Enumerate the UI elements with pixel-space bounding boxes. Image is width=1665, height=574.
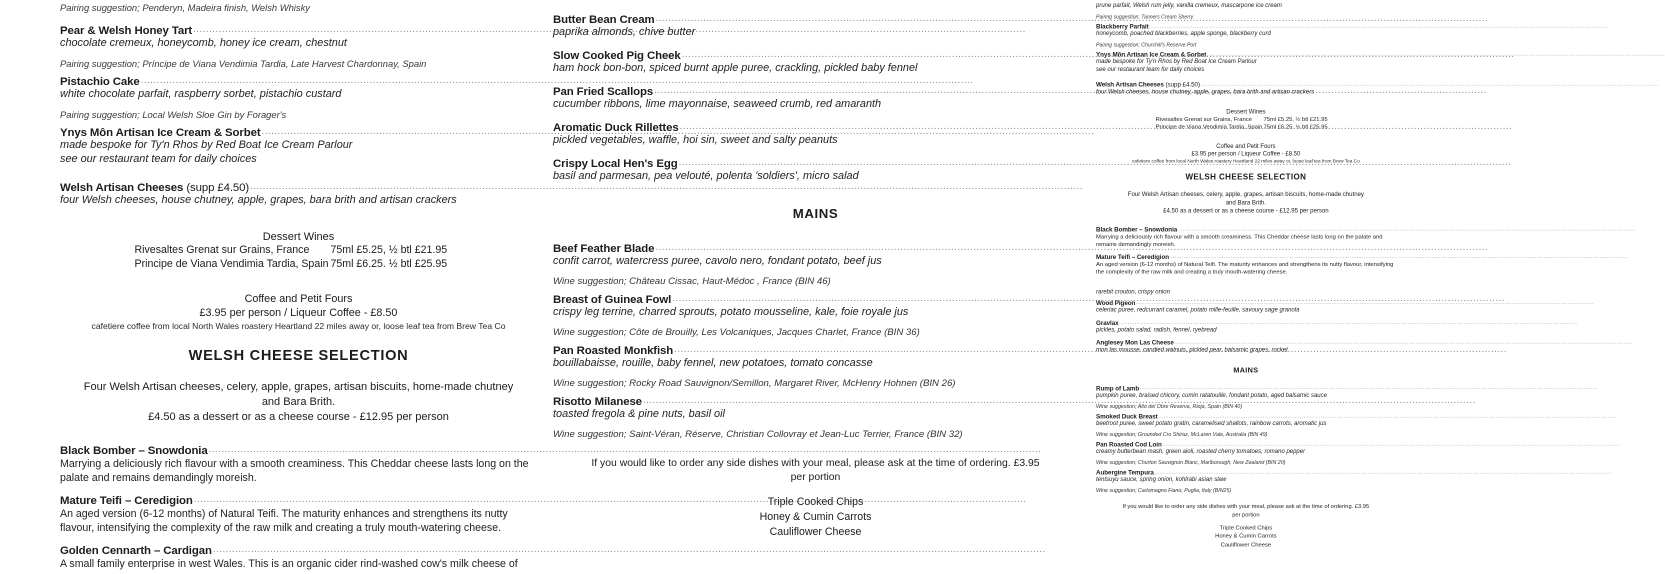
wine-row bbox=[1096, 116, 1396, 124]
menu-item bbox=[1096, 300, 1396, 314]
menu-item bbox=[1096, 320, 1396, 334]
side-item: Honey & Cumin Carrots bbox=[1215, 533, 1277, 540]
dish-description: creamy butterbean mash, green aioli, roasted cherry tomatoes, romano pepper bbox=[1096, 448, 1306, 455]
cheese-item bbox=[60, 495, 537, 535]
supplement-price: (supp £4.50) bbox=[1163, 81, 1200, 89]
dish-description: made bespoke for Ty'n Rhos by Red Boat Ice Cream Parlour bbox=[1096, 58, 1257, 65]
side-item: Honey & Cumin Carrots bbox=[759, 511, 872, 524]
dotted-leader bbox=[213, 544, 1046, 555]
dish-description: mon las mousse, candied walnuts, pickled pear, balsamic grapes, rocket bbox=[1096, 346, 1288, 353]
cheese-description: Marrying a deliciously rich flavour with a smooth creaminess. This Cheddar cheese lasts long on the palate and remains demandingly moreish. bbox=[60, 457, 529, 485]
dish-description: white chocolate parfait, raspberry sorbet, pistachio custard bbox=[60, 87, 342, 100]
dessert-wines-list bbox=[1096, 116, 1396, 131]
dish-name: Butter Bean Cream bbox=[553, 14, 655, 26]
wine-price: 75ml £5.25, ½ btl £21.95 bbox=[1263, 115, 1328, 123]
dish-title-row bbox=[553, 243, 1078, 255]
dish-title-row bbox=[60, 445, 537, 457]
mini-page-wrapper bbox=[1096, 2, 1396, 548]
mini-menu-page bbox=[1096, 2, 1396, 549]
wine-row bbox=[60, 244, 537, 258]
dish-description: cucumber ribbons, lime mayonnaise, seaweed crumb, red amaranth bbox=[553, 97, 882, 110]
sides-note bbox=[1096, 503, 1396, 519]
dish-title-row bbox=[1096, 413, 1396, 420]
dish-description: beetroot puree, sweet potato gratin, caramelised shallots, rainbow carrots, aromatic jus bbox=[1096, 420, 1327, 427]
dish-title-row bbox=[553, 345, 1078, 357]
sides-note bbox=[553, 457, 1078, 487]
menu-item bbox=[60, 182, 537, 208]
dotted-leader bbox=[1162, 441, 1620, 447]
cheese-name: Mature Teifi – Ceredigion bbox=[1096, 253, 1170, 261]
cheese-selection-blurb bbox=[1096, 191, 1396, 216]
sides-note-line2: per portion bbox=[1232, 511, 1260, 518]
dish-name: Rump of Lamb bbox=[1096, 385, 1140, 393]
dish-title-row bbox=[60, 495, 537, 507]
welsh-cheese-selection-heading: WELSH CHEESE SELECTION bbox=[188, 348, 409, 365]
dish-title-row bbox=[1096, 320, 1396, 327]
sides-note-line1: If you would like to order any side dishes with your meal, please ask at the time of ordering. £3.95 bbox=[1122, 503, 1370, 510]
dotted-leader bbox=[1149, 23, 1607, 29]
cheese-blurb-line3: £4.50 as a dessert or as a cheese course - £12.95 per person bbox=[1163, 207, 1329, 215]
cheese-description: An aged version (6-12 months) of Natural Teifi. The maturity enhances and strengthens its nutty flavour, intensifying the complexity of the raw milk and creating a truly mouth-watering cheese. bbox=[1096, 261, 1394, 276]
menu-item bbox=[1096, 469, 1396, 483]
cheese-blurb-line1: Four Welsh Artisan cheeses, celery, apple, grapes, artisan biscuits, home-made chutney bbox=[83, 381, 514, 394]
sides-list bbox=[553, 495, 1078, 540]
wine-suggestion: Wine suggestion; Alto del Obre Reserva, Rioja, Spain (BIN 40) bbox=[1096, 403, 1243, 410]
dish-description: rarebit crouton, crispy onion bbox=[1096, 288, 1170, 296]
dish-title-row bbox=[60, 127, 537, 139]
menu-item bbox=[1096, 23, 1396, 37]
menu-item bbox=[553, 86, 1078, 112]
dish-description: paprika almonds, chive butter bbox=[553, 26, 696, 38]
menu-item bbox=[1096, 51, 1396, 73]
menu-item bbox=[553, 294, 1078, 320]
dish-name: Crispy Local Hen's Egg bbox=[553, 157, 678, 170]
coffee-block bbox=[1096, 142, 1396, 164]
pairing-suggestion: Pairing suggestion; Local Welsh Sloe Gin by Forager's bbox=[60, 108, 287, 120]
cheese-name: Golden Cennarth – Cardigan bbox=[60, 545, 212, 558]
dotted-leader bbox=[1119, 319, 1577, 325]
menu-item bbox=[553, 122, 1078, 148]
menu-item bbox=[1096, 413, 1396, 427]
dish-name: Beef Feather Blade bbox=[553, 242, 655, 255]
menu-item bbox=[1096, 82, 1396, 96]
wine-suggestion: Wine suggestion; Rocky Road Sauvignon/Semillon, Margaret River, McHenry Hohnen (BIN 26) bbox=[553, 377, 956, 389]
dish-description: tentsuyu sauce, spring onion, kohlrabi asian slaw bbox=[1096, 476, 1227, 483]
dish-name: Pan Roasted Cod Loin bbox=[1096, 441, 1162, 449]
menu-item bbox=[553, 158, 1078, 184]
menu-item bbox=[553, 243, 1078, 269]
wine-price: 75ml £6.25. ½ btl £25.95 bbox=[1263, 123, 1328, 131]
cheese-name: Black Bomber – Snowdonia bbox=[1096, 226, 1178, 233]
dish-description: bouillabaisse, rouille, baby fennel, new potatoes, tomato concasse bbox=[553, 356, 873, 369]
coffee-price: £3.95 per person / Liqueur Coffee - £8.50 bbox=[199, 307, 398, 320]
wine-suggestion: Wine suggestion; Château Cissac, Haut-Médoc , France (BIN 46) bbox=[553, 275, 831, 287]
dish-name: Blackberry Parfait bbox=[1096, 23, 1149, 31]
dish-name: Aubergine Tempura bbox=[1096, 469, 1154, 477]
cheese-item bbox=[60, 445, 537, 485]
menu-item bbox=[1096, 441, 1396, 455]
dotted-leader bbox=[1154, 469, 1612, 475]
wine-suggestion: Wine suggestion; Côte de Brouilly, Les Volcaniques, Jacques Charlet, France (BIN 36) bbox=[553, 326, 920, 338]
dish-description-line2: see our restaurant team for daily choices bbox=[60, 152, 257, 165]
dish-description: basil and parmesan, pea velouté, polenta 'soldiers', micro salad bbox=[553, 169, 859, 182]
wine-name: Principe de Viana Vendimia Tardia, Spain bbox=[1155, 123, 1263, 131]
dotted-leader bbox=[1158, 413, 1616, 419]
coffee-price: £3.95 per person / Liqueur Coffee - £8.50 bbox=[1191, 150, 1301, 158]
dish-description: four Welsh cheeses, house chutney, apple, grapes, bara brith and artisan crackers bbox=[1096, 88, 1315, 95]
dotted-leader bbox=[1170, 253, 1628, 259]
dish-title-row bbox=[553, 86, 1078, 98]
sides-list bbox=[1096, 524, 1396, 549]
menu-item bbox=[1096, 385, 1396, 399]
dish-description: celeriac puree, redcurrant caramel, potato mille-feuille, savoury sage granola bbox=[1096, 306, 1300, 314]
dish-title-row bbox=[1096, 469, 1396, 476]
dish-title-row bbox=[553, 122, 1078, 134]
dessert-wines-list bbox=[60, 244, 537, 272]
dish-description: pickles, potato salad, radish, fennel, ryebread bbox=[1096, 326, 1217, 334]
dotted-leader bbox=[1136, 300, 1594, 306]
dish-name: Gravlax bbox=[1096, 320, 1119, 327]
menu-item bbox=[60, 25, 537, 51]
menu-item bbox=[60, 127, 537, 167]
mains-heading: MAINS bbox=[1233, 366, 1259, 375]
dish-title-row bbox=[60, 182, 537, 194]
dessert-wines-heading: Dessert Wines bbox=[1226, 108, 1266, 116]
wine-suggestion: Wine suggestion; Churton Sauvignon Blanc, Marlborough, New Zealand (BIN 20) bbox=[1096, 459, 1286, 466]
cheese-blurb-line2: and Bara Brith. bbox=[261, 396, 336, 409]
dish-title-row bbox=[60, 545, 537, 557]
dish-name: Ynys Môn Artisan Ice Cream & Sorbet bbox=[60, 126, 261, 139]
dish-description: confit carrot, watercress puree, cavolo nero, fondant potato, beef jus bbox=[553, 254, 882, 267]
dish-title-row bbox=[553, 396, 1078, 408]
cheese-selection-blurb bbox=[60, 380, 537, 425]
side-item: Triple Cooked Chips bbox=[767, 496, 864, 509]
dish-name: Welsh Artisan Cheeses (supp £4.50) bbox=[1096, 81, 1200, 89]
right-menu-column bbox=[1090, 0, 1400, 548]
menu-item bbox=[60, 76, 537, 102]
menu-item bbox=[1096, 340, 1396, 354]
cheese-blurb-line3: £4.50 as a dessert or as a cheese course - £12.95 per person bbox=[148, 411, 449, 424]
dish-name: Pan Roasted Monkfish bbox=[553, 344, 674, 357]
dish-name: Pear & Welsh Honey Tart bbox=[60, 25, 193, 37]
dotted-leader bbox=[1140, 385, 1598, 391]
welsh-cheese-selection-heading: WELSH CHEESE SELECTION bbox=[1185, 173, 1307, 182]
menu-item bbox=[553, 345, 1078, 371]
dish-description: made bespoke for Ty'n Rhos by Red Boat Ice Cream Parlour bbox=[60, 138, 353, 151]
dotted-leader bbox=[1178, 226, 1636, 232]
pairing-suggestion: Pairing suggestion; Penderyn, Madeira finish, Welsh Whisky bbox=[60, 2, 310, 13]
dish-title-row bbox=[60, 25, 537, 37]
dish-description: crispy leg terrine, charred sprouts, potato mousseline, kale, foie royale jus bbox=[553, 305, 909, 318]
side-item: Cauliflower Cheese bbox=[769, 526, 862, 539]
wine-suggestion: Wine suggestion; Grounded Cru Shiraz, McLaren Vale, Australia (BIN 49) bbox=[1096, 431, 1268, 438]
left-menu-column bbox=[0, 0, 545, 574]
dish-name: Welsh Artisan Cheeses (supp £4.50) bbox=[60, 181, 250, 194]
dish-name: Pan Fried Scallops bbox=[553, 85, 654, 98]
dish-title-row bbox=[553, 50, 1078, 62]
wine-row bbox=[1096, 123, 1396, 131]
dish-description: honeycomb, poached blackberries, apple sponge, blackberry curd bbox=[1096, 30, 1271, 37]
wine-row bbox=[60, 258, 537, 272]
wine-name: Rivesaltes Grenat sur Grains, France bbox=[134, 243, 310, 256]
coffee-heading: Coffee and Petit Fours bbox=[244, 292, 353, 305]
dish-description: prune parfait, Welsh rum jelly, vanilla cremeux, mascarpone ice cream bbox=[1096, 2, 1282, 9]
wine-suggestion: Wine suggestion; Saint-Véran, Réserve, Christian Collovray et Jean-Luc Terrier, France (BIN 32) bbox=[553, 428, 963, 440]
dish-title-row bbox=[1096, 51, 1396, 58]
dish-name: Risotto Milanese bbox=[553, 395, 642, 408]
dish-description-line2: see our restaurant team for daily choices bbox=[1096, 65, 1205, 73]
coffee-heading: Coffee and Petit Fours bbox=[1216, 142, 1276, 150]
wine-name: Principe de Viana Vendimia Tardia, Spain bbox=[134, 257, 329, 270]
cheese-item bbox=[1096, 226, 1396, 248]
coffee-note: cafetiere coffee from local North Wales roastery Heartland 22 miles away or, loose leaf tea from Brew Tea Co bbox=[91, 320, 506, 331]
mains-heading: MAINS bbox=[792, 205, 839, 221]
dish-name: Aromatic Duck Rillettes bbox=[553, 121, 679, 134]
dish-name: Slow Cooked Pig Cheek bbox=[553, 49, 681, 62]
dish-title-row bbox=[553, 294, 1078, 306]
dessert-wines-heading: Dessert Wines bbox=[262, 230, 335, 243]
cheese-description: An aged version (6-12 months) of Natural Teifi. The maturity enhances and strengthens its nutty flavour, intensifying the complexity of the raw milk and creating a truly mouth-watering cheese. bbox=[60, 508, 508, 535]
dish-description: toasted fregola & pine nuts, basil oil bbox=[553, 407, 725, 420]
menu-item bbox=[553, 14, 1078, 40]
cheese-name: Mature Teifi – Ceredigion bbox=[60, 495, 193, 508]
wine-suggestion: Wine suggestion; Carlomagno Fiano, Puglia, Italy (BIN25) bbox=[1096, 487, 1232, 494]
cheese-item bbox=[1096, 254, 1396, 276]
coffee-block bbox=[60, 292, 537, 332]
wine-price: 75ml £5.25, ½ btl £21.95 bbox=[330, 243, 448, 256]
cheese-name: Black Bomber – Snowdonia bbox=[60, 444, 208, 457]
dish-description: pumpkin puree, braised chicory, cumin ratatouille, fondant potato, aged balsamic sauce bbox=[1096, 392, 1327, 399]
dish-name: Smoked Duck Breast bbox=[1096, 413, 1158, 421]
middle-menu-column bbox=[545, 0, 1090, 540]
dish-name: Pistachio Cake bbox=[60, 75, 140, 88]
cheese-item bbox=[60, 545, 537, 571]
sides-note-line1: If you would like to order any side dishes with your meal, please ask at the time of ordering. £3.95 bbox=[591, 457, 1040, 469]
dish-description: four Welsh cheeses, house chutney, apple, grapes, bara brith and artisan crackers bbox=[60, 193, 457, 206]
dish-title-row bbox=[553, 158, 1078, 170]
wine-price: 75ml £6.25. ½ btl £25.95 bbox=[330, 257, 448, 270]
dish-name: Anglesey Mon Las Cheese bbox=[1096, 339, 1174, 347]
side-item: Triple Cooked Chips bbox=[1219, 524, 1273, 532]
dish-description: pickled vegetables, waffle, hoi sin, sweet and salty peanuts bbox=[553, 133, 838, 146]
wine-name: Rivesaltes Grenat sur Grains, France bbox=[1155, 115, 1252, 123]
dish-description: ham hock bon-bon, spiced burnt apple puree, crackling, pickled baby fennel bbox=[553, 61, 918, 74]
supplement-price: (supp £4.50) bbox=[183, 181, 250, 194]
cheese-blurb-line2: and Bara Brith. bbox=[1225, 199, 1267, 207]
dish-title-row bbox=[553, 14, 1078, 26]
sides-note-line2: per portion bbox=[790, 472, 841, 484]
dish-name: Ynys Môn Artisan Ice Cream & Sorbet bbox=[1096, 51, 1207, 59]
cheese-description: A small family enterprise in west Wales. This is an organic cider rind-washed cow's milk cheese of bbox=[60, 558, 518, 571]
dotted-leader bbox=[1201, 81, 1659, 87]
dish-name: Wood Pigeon bbox=[1096, 300, 1136, 307]
pairing-suggestion: Pairing suggestion; Churchill's Reserve Port bbox=[1096, 41, 1197, 48]
menu-item bbox=[553, 396, 1078, 422]
pairing-suggestion: Pairing suggestion; Príncipe de Viana Vendimia Tardia, Late Harvest Chardonnay, Spain bbox=[60, 57, 427, 69]
dish-title-row bbox=[60, 76, 537, 88]
dotted-leader bbox=[1174, 339, 1632, 345]
cheese-blurb-line1: Four Welsh Artisan cheeses, celery, apple, grapes, artisan biscuits, home-made chutney bbox=[1127, 191, 1364, 198]
dish-description: chocolate cremeux, honeycomb, honey ice cream, chestnut bbox=[60, 37, 347, 49]
dotted-leader bbox=[1207, 51, 1665, 57]
coffee-note: cafetiere coffee from local North Wales roastery Heartland 22 miles away or, loose leaf tea from Brew Tea Co bbox=[1132, 157, 1360, 164]
menu-item bbox=[553, 50, 1078, 76]
pairing-suggestion: Pairing suggestion; Tanners Cream Sherry bbox=[1096, 13, 1194, 20]
side-item: Cauliflower Cheese bbox=[1220, 541, 1272, 548]
dish-name: Breast of Guinea Fowl bbox=[553, 293, 672, 306]
cheese-description: Marrying a deliciously rich flavour with a smooth creaminess. This Cheddar cheese lasts long on the palate and remains demandingly moreish. bbox=[1096, 233, 1383, 248]
